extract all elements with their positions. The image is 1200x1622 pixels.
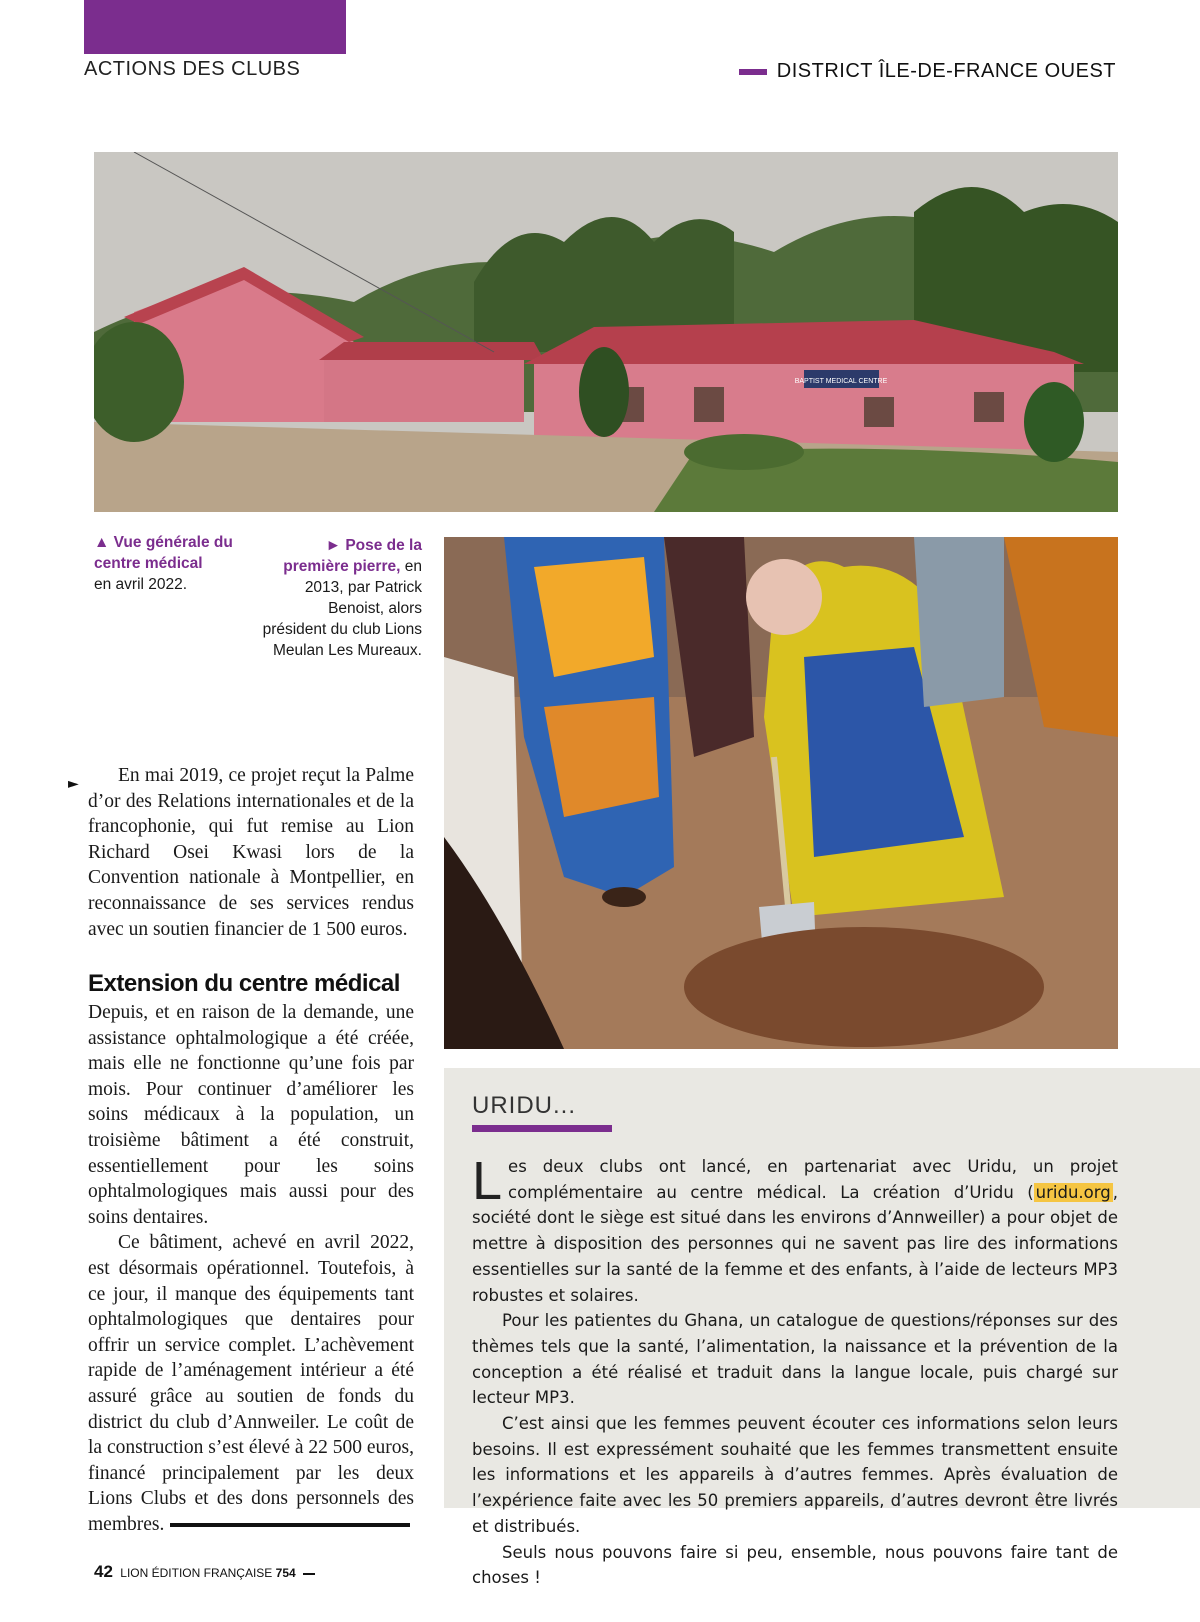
article-body (88, 1000, 414, 1537)
article-subheading: Extension du centre médical (88, 970, 400, 997)
district-label (739, 60, 1116, 83)
issue-number: 754 (275, 1566, 296, 1580)
page-footer (94, 1562, 315, 1582)
clinic-sign-text: BAPTIST MEDICAL CENTRE (794, 378, 888, 385)
sidebar-paragraph-1 (472, 1151, 1118, 1308)
medical-centre-photo (94, 152, 1118, 512)
end-of-article-rule (170, 1523, 410, 1527)
district-name: DISTRICT ÎLE-DE-FRANCE OUEST (776, 60, 1116, 82)
sidebar-p1-after: , société dont le siège est situé dans les environs d’Annweiller) a pour objet de mettre à disposition des personnes qui ne savent pas lire des informations essentielles sur la santé de la femme et des enfants, à l’aide de lecteurs MP3 robustes et solaires. (472, 1182, 1118, 1305)
article-paragraph-3-text: Ce bâtiment, achevé en avril 2022, est désormais opérationnel. Toutefois, à ce jour, il manque des équipements tant ophtalmologiques que dentaires pour offrir un service complet. L’achèvement rapide de l’aménagement intérieur a été assuré grâce au soutien de fonds du district du club d’Annweiler. Le coût de la construction s’est élevé à 22 500 euros, financé principalement par les deux Lions Clubs et des dons personnels des membres. (88, 1232, 414, 1535)
sidebar-title: URIDU... (472, 1092, 576, 1119)
sidebar-text (472, 1151, 1118, 1591)
caption-first-stone-text: en 2013, par Patrick Benoist, alors président du club Lions Meulan Les Mureaux. (262, 558, 422, 659)
caption-first-stone-arrow: ► (325, 537, 341, 554)
caption-overview-arrow: ▲ (94, 534, 110, 551)
sidebar-paragraph-3: C’est ainsi que les femmes peuvent écouter ces informations selon leurs besoins. Il est expressément souhaité que les femmes transmettent ensuite les informations et les appareils à d’autres femmes. Après évaluation de l’expérience faite avec les 50 premiers appareils, d’autres devront être livrés et distribués. (472, 1414, 1118, 1536)
article-paragraph-3 (88, 1230, 414, 1537)
article-intro (88, 763, 414, 942)
magazine-name: LION ÉDITION FRANÇAISE (120, 1566, 273, 1580)
sidebar-title-rule (472, 1125, 612, 1132)
district-accent-bar (739, 69, 767, 75)
section-label: ACTIONS DES CLUBS (84, 58, 301, 80)
caption-first-stone (262, 535, 422, 661)
continuation-arrow: ► (68, 776, 79, 792)
groundbreaking-photo (444, 537, 1118, 1049)
article-paragraph-1: En mai 2019, ce projet reçut la Palme d’or des Relations internationales et de la francophonie, qui fut remise au Lion Richard Osei Kwasi lors de la Convention nationale à Montpellier, en reconnaissance de ses services rendus avec un soutien financier de 1 500 euros. (88, 765, 414, 940)
caption-overview-title: Vue générale du centre médical (94, 534, 233, 572)
page-number: 42 (94, 1562, 113, 1581)
header-accent-tab (84, 0, 346, 54)
caption-first-stone-title: Pose de la première pierre, (283, 537, 422, 575)
sidebar-paragraph-4: Seuls nous pouvons faire si peu, ensemble, nous pouvons faire tant de choses ! (472, 1542, 1118, 1588)
sidebar-dropcap: L (472, 1151, 503, 1211)
footer-dash (303, 1573, 315, 1575)
uridu-link[interactable]: uridu.org (1035, 1182, 1111, 1202)
caption-overview (94, 532, 254, 595)
sidebar-paragraph-2: Pour les patientes du Ghana, un catalogue de questions/réponses sur des thèmes tels que la santé, l’alimentation, la naissance et la prévention de la conception a été réalisé et traduit dans la langue locale, puis chargé sur lecteur MP3. (472, 1311, 1118, 1408)
caption-overview-text: en avril 2022. (94, 576, 188, 593)
sidebar-p1-before: es deux clubs ont lancé, en partenariat avec Uridu, un projet complémentaire au centre médical. La création d’Uridu ( (508, 1157, 1118, 1202)
article-paragraph-2: Depuis, et en raison de la demande, une assistance ophtalmologique a été créée, mais elle ne fonctionne qu’une fois par mois. Pour continuer d’améliorer les soins médicaux à la population, un troisième bâtiment a été construit, essentiellement pour les soins ophtalmologiques mais aussi pour des soins dentaires. (88, 1002, 414, 1228)
